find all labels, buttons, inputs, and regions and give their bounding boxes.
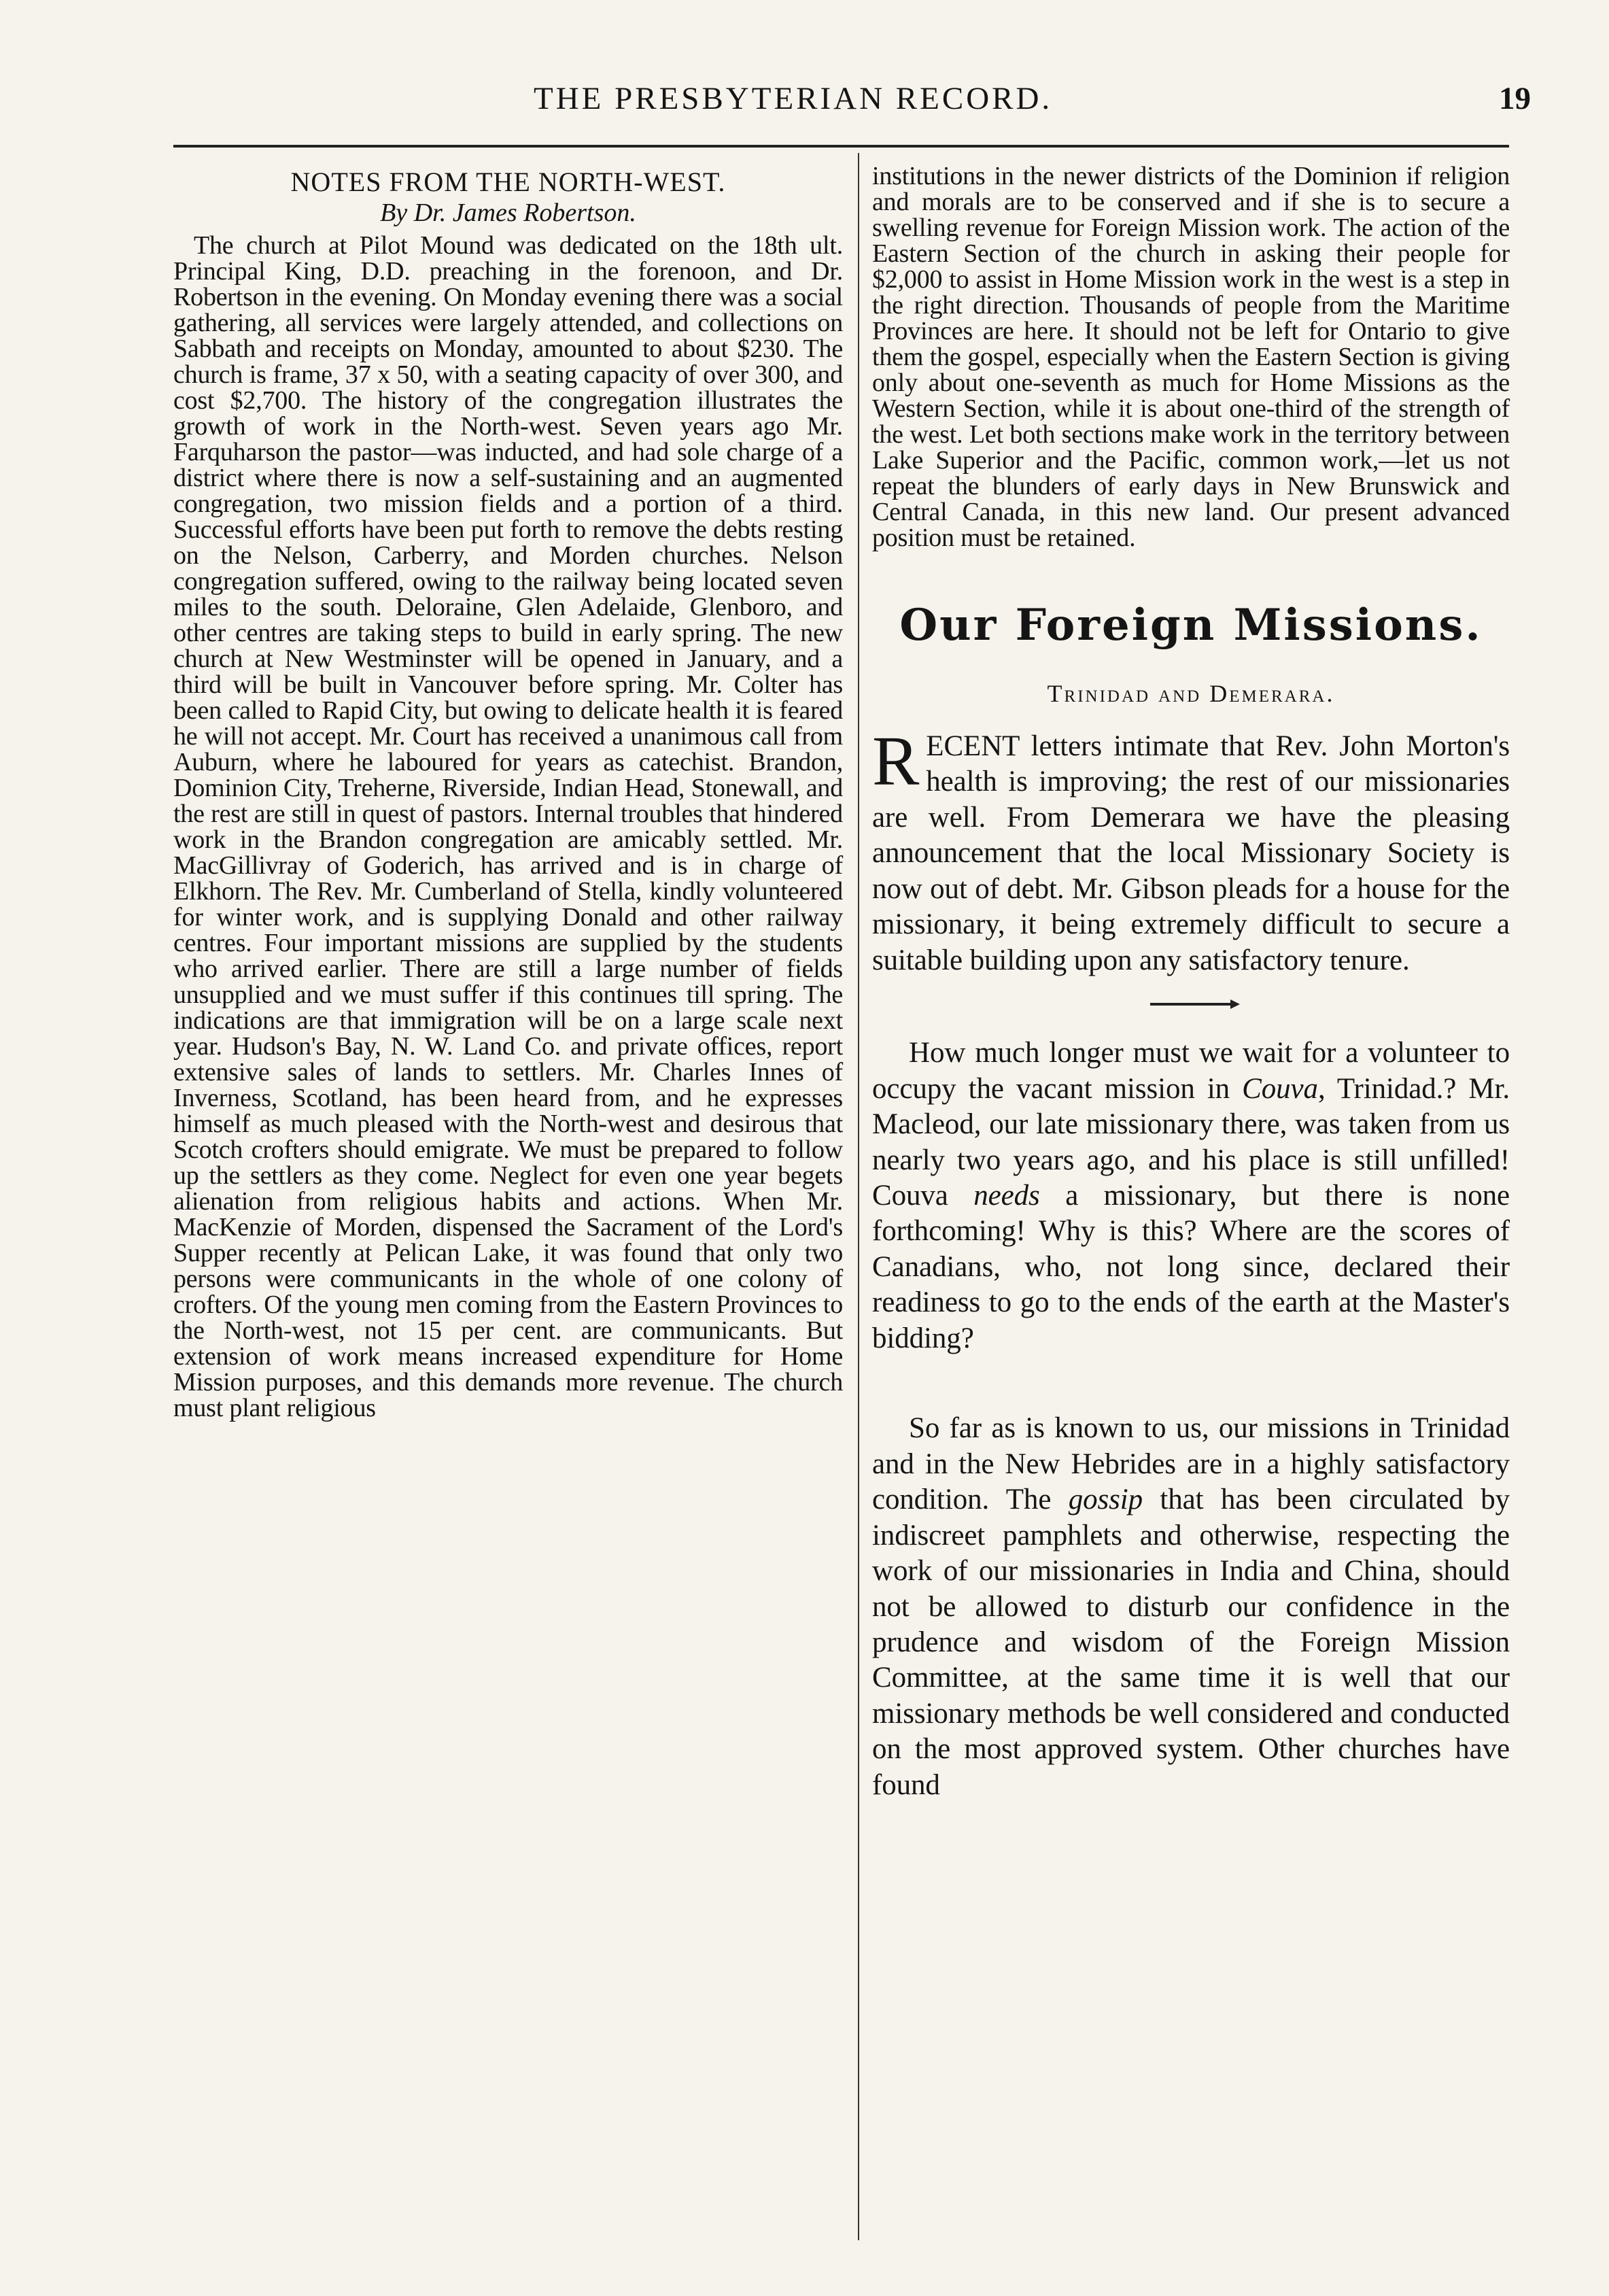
section-heading: Our Foreign Missions.	[899, 600, 1483, 651]
running-header	[0, 80, 1609, 128]
drop-cap: R	[872, 722, 920, 800]
page-number: 19	[1499, 81, 1531, 116]
gossip-text-1: So far as is known to us, our missions in Trinidad and in the New Hebrides are in a highly satisfactory condition. The	[872, 1412, 1510, 1516]
article-continuation: institutions in the newer districts of the Dominion if religion and morals are to be conserved and if she is to secure a swelling revenue for Foreign Mission work. The action of the Eastern Section of the church in asking their people for $2,000 to assist in Home Mission work in the west is a step in the right direction. Thousands of people from the Maritime Provinces are here. It should not be left for Ontario to give them the gospel, especially when the Eastern Section is giving only about one-seventh as much for Home Missions as the Western Section, while it is about one-third of the strength of the west. Let both sections make work in the territory between Lake Superior and the Pacific, common work,—let us not repeat the blunders of early days in New Brunswick and Central Canada, in this new land. Our present advanced position must be retained.	[872, 162, 1510, 552]
paragraph-spacer	[872, 1356, 1510, 1411]
couva-text-3: a missionary, but there is none forthcoming! Why is this? Where are the scores of Canadians, who, not long since, declared their readiness to go to the ends of the earth at the Master's bidding?	[872, 1179, 1510, 1354]
section-divider	[1150, 1003, 1232, 1006]
couva-text-2: , Trinidad.? Mr. Macleod, our late missionary there, was taken from us nearly two years ago, and his place is still unfilled! Couva	[872, 1072, 1510, 1212]
missions-news-paragraph	[872, 722, 1510, 978]
couva-emphasis-place: Couva	[1242, 1072, 1318, 1105]
left-column	[173, 163, 843, 1421]
article-byline: By Dr. James Robertson.	[380, 199, 636, 227]
article-body: The church at Pilot Mound was dedicated on the 18th ult. Principal King, D.D. preaching in the forenoon, and Dr. Robertson in the evening. On Monday evening there was a social gathering, all services were largely attended, and collections on Sabbath and receipts on Monday, amounted to about $230. The church is frame, 37 x 50, with a seating capacity of over 300, and cost $2,700. The history of the congregation illustrates the growth of work in the North-west. Seven years ago Mr. Farquharson the pastor—was inducted, and had sole charge of a district where there is now a self-sustaining and an augmented congregation, two mission fields and a portion of a third. Successful efforts have been put forth to remove the debts resting on the Nelson, Carberry, and Morden churches. Nelson congregation suffered, owing to the railway being located seven miles to the south. Deloraine, Glen Adelaide, Glenboro, and other centres are taking steps to build in early spring. The new church at New Westminster will be opened in January, and a third will be built in Vancouver before spring. Mr. Colter has been called to Rapid City, but owing to delicate health it is feared he will not accept. Mr. Court has received a unanimous call from Auburn, where he laboured for years as catechist. Brandon, Dominion City, Treherne, Riverside, Indian Head, Stonewall, and the rest are still in quest of pastors. Internal troubles that hindered work in the Brandon congregation are amicably settled. Mr. MacGillivray of Goderich, has arrived and is in charge of Elkhorn. The Rev. Mr. Cumberland of Stella, kindly volunteered for winter work, and is supplying Donald and other railway centres. Four important missions are supplied by the students who arrived earlier. There are still a large number of fields unsupplied and we must suffer if this continues till spring. The indications are that immigration will be on a large scale next year. Hudson's Bay, N. W. Land Co. and private offices, report extensive sales of lands to settlers. Mr. Charles Innes of Inverness, Scotland, has been heard from, and he expresses himself as much pleased with the North-west and desirous that Scotch crofters should emigrate. We must be prepared to follow up the settlers as they come. Neglect for even one year begets alienation from religious habits and actions. When Mr. MacKenzie of Morden, dispensed the Sacrament of the Lord's Supper recently at Pelican Lake, it was found that only two persons were communicants in the whole of one colony of crofters. Of the young men coming from the Eastern Provinces to the North-west, not 15 per cent. are communicants. But extension of work means increased expenditure for Home Mission purposes, and this demands more revenue. The church must plant religious	[173, 231, 843, 1422]
missions-news-text: ECENT letters intimate that Rev. John Morton's health is improving; the rest of our missionaries are well. From Demerara we have the pleasing announcement that the local Missionary Society is now out of debt. Mr. Gibson pleads for a house for the missionary, it being extremely difficult to secure a suitable building upon any satisfactory tenure.	[872, 730, 1510, 976]
right-column	[872, 163, 1510, 1803]
gossip-text-2: that has been circulated by indiscreet pamphlets and otherwise, respecting the work of our missionaries in India and China, should not be allowed to disturb our confidence in the prudence and wisdom of the Foreign Mission Committee, at the same time it is well that our missionary methods be well considered and conducted on the most approved system. Other churches have found	[872, 1484, 1510, 1801]
couva-text-1: How much longer must we wait for a volunteer to occupy the vacant mission in	[872, 1037, 1510, 1105]
gossip-paragraph	[872, 1411, 1510, 1803]
article-title: NOTES FROM THE NORTH-WEST.	[290, 167, 726, 197]
gossip-emphasis: gossip	[1068, 1484, 1143, 1516]
running-title: THE PRESBYTERIAN RECORD.	[534, 81, 1053, 116]
couva-paragraph	[872, 1035, 1510, 1356]
section-subheading: Trinidad and Demerara.	[1047, 680, 1335, 707]
couva-emphasis-needs: needs	[973, 1179, 1040, 1212]
column-rule	[858, 153, 859, 2240]
header-rule	[173, 145, 1509, 148]
